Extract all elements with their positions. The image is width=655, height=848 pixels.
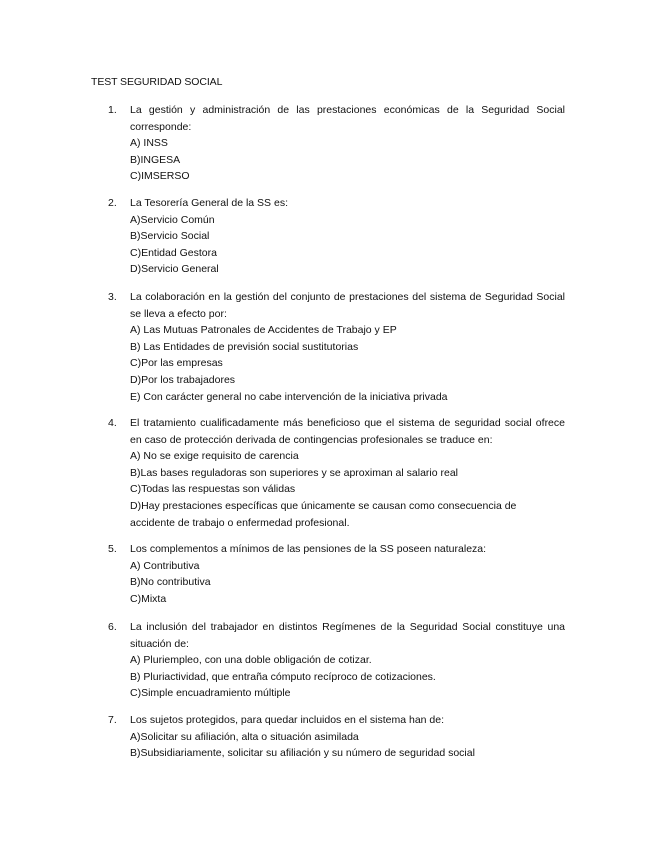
question-number: 2. — [108, 197, 117, 209]
question-text: Los complementos a mínimos de las pensiones de la SS poseen naturaleza: — [130, 543, 487, 555]
question-number: 4. — [108, 417, 117, 429]
answer-option: C)Por las empresas — [130, 357, 223, 370]
answer-option: A) Contributiva — [130, 559, 200, 572]
answer-option: D)Servicio General — [130, 263, 219, 276]
answer-option: B)Subsidiariamente, solicitar su afiliación y su número de seguridad social — [130, 747, 475, 760]
question-number: 7. — [108, 714, 117, 726]
question-text: La Tesorería General de la SS es: — [130, 197, 288, 209]
question-text: La colaboración en la gestión del conjunto de prestaciones del sistema de Seguridad Social se lleva a efecto por: — [130, 291, 565, 320]
document-title: TEST SEGURIDAD SOCIAL — [91, 76, 223, 88]
answer-option: A)Solicitar su afiliación, alta o situación asimilada — [130, 730, 359, 743]
answer-option: A) INSS — [130, 137, 168, 150]
answer-option: B)No contributiva — [130, 576, 211, 589]
answer-option: B) Las Entidades de previsión social sustitutorias — [130, 340, 359, 353]
answer-option: accidente de trabajo o enfermedad profesional. — [130, 516, 350, 529]
question-text: La gestión y administración de las prestaciones económicas de la Seguridad Social corresponde: — [130, 104, 565, 133]
question-number: 1. — [108, 104, 117, 116]
answer-option: D)Por los trabajadores — [130, 373, 236, 386]
answer-option: B)Las bases reguladoras son superiores y se aproximan al salario real — [130, 466, 459, 479]
answer-option: B)Servicio Social — [130, 230, 210, 243]
answer-option: C)Todas las respuestas son válidas — [130, 483, 296, 496]
answer-option: C)Simple encuadramiento múltiple — [130, 687, 291, 700]
answer-option: A) No se exige requisito de carencia — [130, 450, 299, 463]
answer-option: C)Entidad Gestora — [130, 246, 217, 259]
question-number: 3. — [108, 291, 117, 303]
question-number: 6. — [108, 621, 117, 633]
answer-option: C)IMSERSO — [130, 170, 190, 183]
answer-option: A)Servicio Común — [130, 213, 215, 226]
answer-option: D)Hay prestaciones específicas que únicamente se causan como consecuencia de — [130, 499, 517, 512]
answer-option: B) Pluriactividad, que entraña cómputo recíproco de cotizaciones. — [130, 670, 436, 683]
answer-option: B)INGESA — [130, 153, 181, 166]
question-text: La inclusión del trabajador en distintos Regímenes de la Seguridad Social constituye una situación de: — [130, 621, 565, 650]
question-text: Los sujetos protegidos, para quedar incluidos en el sistema han de: — [130, 714, 445, 726]
answer-option: C)Mixta — [130, 592, 167, 605]
answer-option: A) Pluriempleo, con una doble obligación de cotizar. — [130, 654, 372, 667]
question-number: 5. — [108, 543, 117, 555]
answer-option: A) Las Mutuas Patronales de Accidentes de Trabajo y EP — [130, 324, 397, 337]
question-text: El tratamiento cualificadamente más beneficioso que el sistema de seguridad social ofrece en caso de protección derivada de contingencias profesionales se traduce en: — [130, 417, 565, 446]
answer-option: E) Con carácter general no cabe intervención de la iniciativa privada — [130, 390, 448, 403]
